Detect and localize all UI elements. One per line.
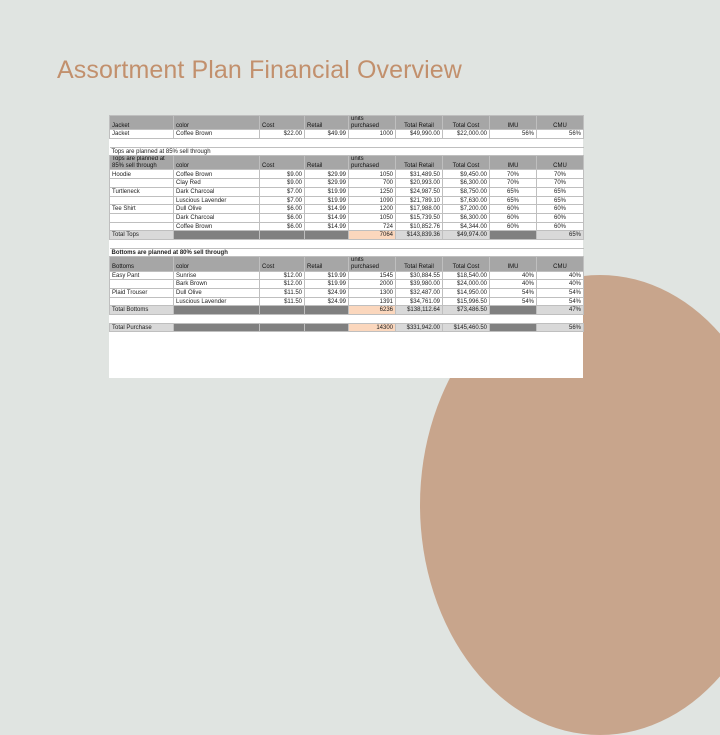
- table-cell: $4,344.00: [443, 222, 490, 231]
- bottoms-row: [110, 288, 584, 297]
- table-cell: $7.00: [260, 196, 305, 205]
- section-note: [110, 248, 584, 257]
- table-cell: [305, 323, 349, 332]
- table-cell: $19.99: [305, 280, 349, 289]
- spacer-row: [110, 239, 584, 248]
- table-cell: 65%: [537, 196, 584, 205]
- table-cell: Retail: [305, 116, 349, 130]
- table-cell: $39,980.00: [396, 280, 443, 289]
- table-cell: $19.99: [305, 271, 349, 280]
- table-cell: 70%: [537, 170, 584, 179]
- table-cell: units purchased: [349, 116, 396, 130]
- table-cell: 40%: [537, 271, 584, 280]
- table-cell: [260, 323, 305, 332]
- table-cell: $10,852.76: [396, 222, 443, 231]
- table-cell: $6.00: [260, 213, 305, 222]
- table-cell: Coffee Brown: [174, 222, 260, 231]
- table-cell: $6.00: [260, 205, 305, 214]
- table-cell: $14.99: [305, 213, 349, 222]
- table-cell: $331,942.00: [396, 323, 443, 332]
- table-cell: CMU: [537, 116, 584, 130]
- table-cell: $15,739.50: [396, 213, 443, 222]
- table-cell: color: [174, 116, 260, 130]
- table-cell: $9,450.00: [443, 170, 490, 179]
- table-cell: 70%: [490, 179, 537, 188]
- table-cell: Jacket: [110, 130, 174, 139]
- table-cell: $30,884.55: [396, 271, 443, 280]
- table-cell: 1391: [349, 297, 396, 306]
- table-cell: $24,000.00: [443, 280, 490, 289]
- table-cell: Total Retail: [396, 156, 443, 170]
- table-cell: 56%: [537, 323, 584, 332]
- table-cell: color: [174, 257, 260, 271]
- table-cell: Dark Charcoal: [174, 187, 260, 196]
- spacer-row: [110, 138, 584, 147]
- table-cell: Total Cost: [443, 257, 490, 271]
- table-cell: 700: [349, 179, 396, 188]
- table-cell: $24.99: [305, 297, 349, 306]
- table-cell: Luscious Lavender: [174, 297, 260, 306]
- table-cell: Cost: [260, 257, 305, 271]
- table-cell: 65%: [490, 196, 537, 205]
- table-cell: $18,540.00: [443, 271, 490, 280]
- table-cell: 1250: [349, 187, 396, 196]
- table-cell: [110, 179, 174, 188]
- table-cell: 1200: [349, 205, 396, 214]
- table-cell: Luscious Lavender: [174, 196, 260, 205]
- table-cell: 56%: [537, 130, 584, 139]
- table-cell: $14.99: [305, 205, 349, 214]
- table-cell: $49,974.00: [443, 231, 490, 240]
- table-cell: [490, 306, 537, 315]
- table-cell: [110, 280, 174, 289]
- purchase-total-row: [110, 323, 584, 332]
- table-cell: [110, 222, 174, 231]
- table-cell: 65%: [537, 231, 584, 240]
- table-cell: Bark Brown: [174, 280, 260, 289]
- table-cell: $22.00: [260, 130, 305, 139]
- table-cell: [305, 306, 349, 315]
- table-cell: 1545: [349, 271, 396, 280]
- table-cell: $73,486.50: [443, 306, 490, 315]
- table-cell: $7,630.00: [443, 196, 490, 205]
- table-cell: $7,200.00: [443, 205, 490, 214]
- table-cell: $17,988.00: [396, 205, 443, 214]
- jacket-header-row: [110, 116, 584, 130]
- table-cell: $6,300.00: [443, 213, 490, 222]
- tops-header-row: [110, 156, 584, 170]
- table-cell: [260, 231, 305, 240]
- table-cell: Retail: [305, 156, 349, 170]
- table-cell: $29.99: [305, 179, 349, 188]
- table-cell: Dull Olive: [174, 205, 260, 214]
- table-cell: [110, 213, 174, 222]
- section-note-text: Tops are planned at 85% sell through: [110, 147, 584, 156]
- table-cell: $138,112.64: [396, 306, 443, 315]
- spreadsheet-image: [109, 115, 583, 378]
- table-cell: Tops are planned at 85% sell through: [110, 156, 174, 170]
- table-cell: Sunrise: [174, 271, 260, 280]
- table-cell: 14300: [349, 323, 396, 332]
- table-cell: [110, 196, 174, 205]
- tops-row: [110, 187, 584, 196]
- table-cell: 60%: [490, 222, 537, 231]
- table-cell: 1050: [349, 213, 396, 222]
- table-cell: Plaid Trouser: [110, 288, 174, 297]
- table-cell: Bottoms: [110, 257, 174, 271]
- table-cell: 60%: [490, 205, 537, 214]
- table-cell: $9.00: [260, 170, 305, 179]
- table-cell: $12.00: [260, 280, 305, 289]
- table-cell: $20,993.00: [396, 179, 443, 188]
- table-cell: Turtleneck: [110, 187, 174, 196]
- table-cell: $49,990.00: [396, 130, 443, 139]
- table-cell: $11.50: [260, 297, 305, 306]
- table-cell: Total Bottoms: [110, 306, 174, 315]
- table-cell: Retail: [305, 257, 349, 271]
- table-cell: Clay Red: [174, 179, 260, 188]
- table-cell: 56%: [490, 130, 537, 139]
- table-cell: 724: [349, 222, 396, 231]
- table-cell: 65%: [490, 187, 537, 196]
- table-cell: [260, 306, 305, 315]
- bottoms-row: [110, 280, 584, 289]
- table-cell: 40%: [490, 280, 537, 289]
- table-cell: Coffee Brown: [174, 130, 260, 139]
- table-cell: $8,750.00: [443, 187, 490, 196]
- table-cell: Tee Shirt: [110, 205, 174, 214]
- jacket-row: [110, 130, 584, 139]
- table-cell: $31,489.50: [396, 170, 443, 179]
- table-cell: Total Tops: [110, 231, 174, 240]
- spacer-row: [110, 314, 584, 323]
- table-cell: $14.99: [305, 222, 349, 231]
- table-cell: $29.99: [305, 170, 349, 179]
- table-cell: 1300: [349, 288, 396, 297]
- tops-row: [110, 205, 584, 214]
- table-cell: Coffee Brown: [174, 170, 260, 179]
- table-cell: Dark Charcoal: [174, 213, 260, 222]
- table-cell: $15,996.50: [443, 297, 490, 306]
- bottoms-header-row: [110, 257, 584, 271]
- table-cell: Dull Olive: [174, 288, 260, 297]
- tops-total-row: [110, 231, 584, 240]
- table-cell: $19.99: [305, 187, 349, 196]
- table-cell: $9.00: [260, 179, 305, 188]
- section-note: [110, 147, 584, 156]
- table-cell: 1090: [349, 196, 396, 205]
- table-cell: Easy Pant: [110, 271, 174, 280]
- section-note-text: Bottoms are planned at 80% sell through: [110, 248, 584, 257]
- table-cell: $11.50: [260, 288, 305, 297]
- slide-title: Assortment Plan Financial Overview: [57, 56, 462, 84]
- table-cell: [174, 306, 260, 315]
- table-cell: 6236: [349, 306, 396, 315]
- table-cell: units purchased: [349, 257, 396, 271]
- table-cell: 54%: [537, 288, 584, 297]
- table-cell: CMU: [537, 257, 584, 271]
- table-cell: Total Cost: [443, 116, 490, 130]
- bottoms-total-row: [110, 306, 584, 315]
- table-cell: CMU: [537, 156, 584, 170]
- table-cell: $21,789.10: [396, 196, 443, 205]
- table-cell: IMU: [490, 156, 537, 170]
- tops-row: [110, 222, 584, 231]
- table-cell: 7064: [349, 231, 396, 240]
- tops-row: [110, 179, 584, 188]
- table-cell: 1000: [349, 130, 396, 139]
- table-cell: 40%: [537, 280, 584, 289]
- table-cell: $12.00: [260, 271, 305, 280]
- tops-row: [110, 213, 584, 222]
- table-cell: 70%: [490, 170, 537, 179]
- table-cell: Total Purchase: [110, 323, 174, 332]
- table-cell: $32,487.00: [396, 288, 443, 297]
- table-cell: [305, 231, 349, 240]
- table-cell: [110, 297, 174, 306]
- table-cell: $6.00: [260, 222, 305, 231]
- table-cell: $19.99: [305, 196, 349, 205]
- table-cell: Total Cost: [443, 156, 490, 170]
- table-cell: 65%: [537, 187, 584, 196]
- table-cell: IMU: [490, 257, 537, 271]
- table-cell: $6,300.00: [443, 179, 490, 188]
- tops-row: [110, 170, 584, 179]
- table-cell: $7.00: [260, 187, 305, 196]
- table-cell: color: [174, 156, 260, 170]
- table-cell: units purchased: [349, 156, 396, 170]
- table-cell: $24,987.50: [396, 187, 443, 196]
- table-cell: $14,950.00: [443, 288, 490, 297]
- table-cell: 54%: [490, 297, 537, 306]
- table-cell: $22,000.00: [443, 130, 490, 139]
- table-cell: Cost: [260, 156, 305, 170]
- table-cell: Total Retail: [396, 116, 443, 130]
- table-cell: [490, 231, 537, 240]
- table-cell: $24.99: [305, 288, 349, 297]
- table-cell: $145,460.50: [443, 323, 490, 332]
- table-cell: 47%: [537, 306, 584, 315]
- table-cell: 60%: [537, 222, 584, 231]
- table-cell: Cost: [260, 116, 305, 130]
- table-cell: 60%: [537, 213, 584, 222]
- table-cell: $143,839.36: [396, 231, 443, 240]
- table-cell: 60%: [537, 205, 584, 214]
- table-cell: 70%: [537, 179, 584, 188]
- table-cell: 54%: [537, 297, 584, 306]
- bottoms-row: [110, 297, 584, 306]
- tops-row: [110, 196, 584, 205]
- table-cell: IMU: [490, 116, 537, 130]
- table-cell: 1050: [349, 170, 396, 179]
- table-cell: 54%: [490, 288, 537, 297]
- table-cell: 60%: [490, 213, 537, 222]
- assortment-table: [109, 115, 584, 332]
- table-cell: 2000: [349, 280, 396, 289]
- table-cell: Jacket: [110, 116, 174, 130]
- table-cell: [174, 231, 260, 240]
- table-cell: Hoodie: [110, 170, 174, 179]
- table-cell: [490, 323, 537, 332]
- table-cell: $49.99: [305, 130, 349, 139]
- table-cell: $34,761.09: [396, 297, 443, 306]
- table-cell: 40%: [490, 271, 537, 280]
- table-cell: [174, 323, 260, 332]
- table-cell: Total Retail: [396, 257, 443, 271]
- bottoms-row: [110, 271, 584, 280]
